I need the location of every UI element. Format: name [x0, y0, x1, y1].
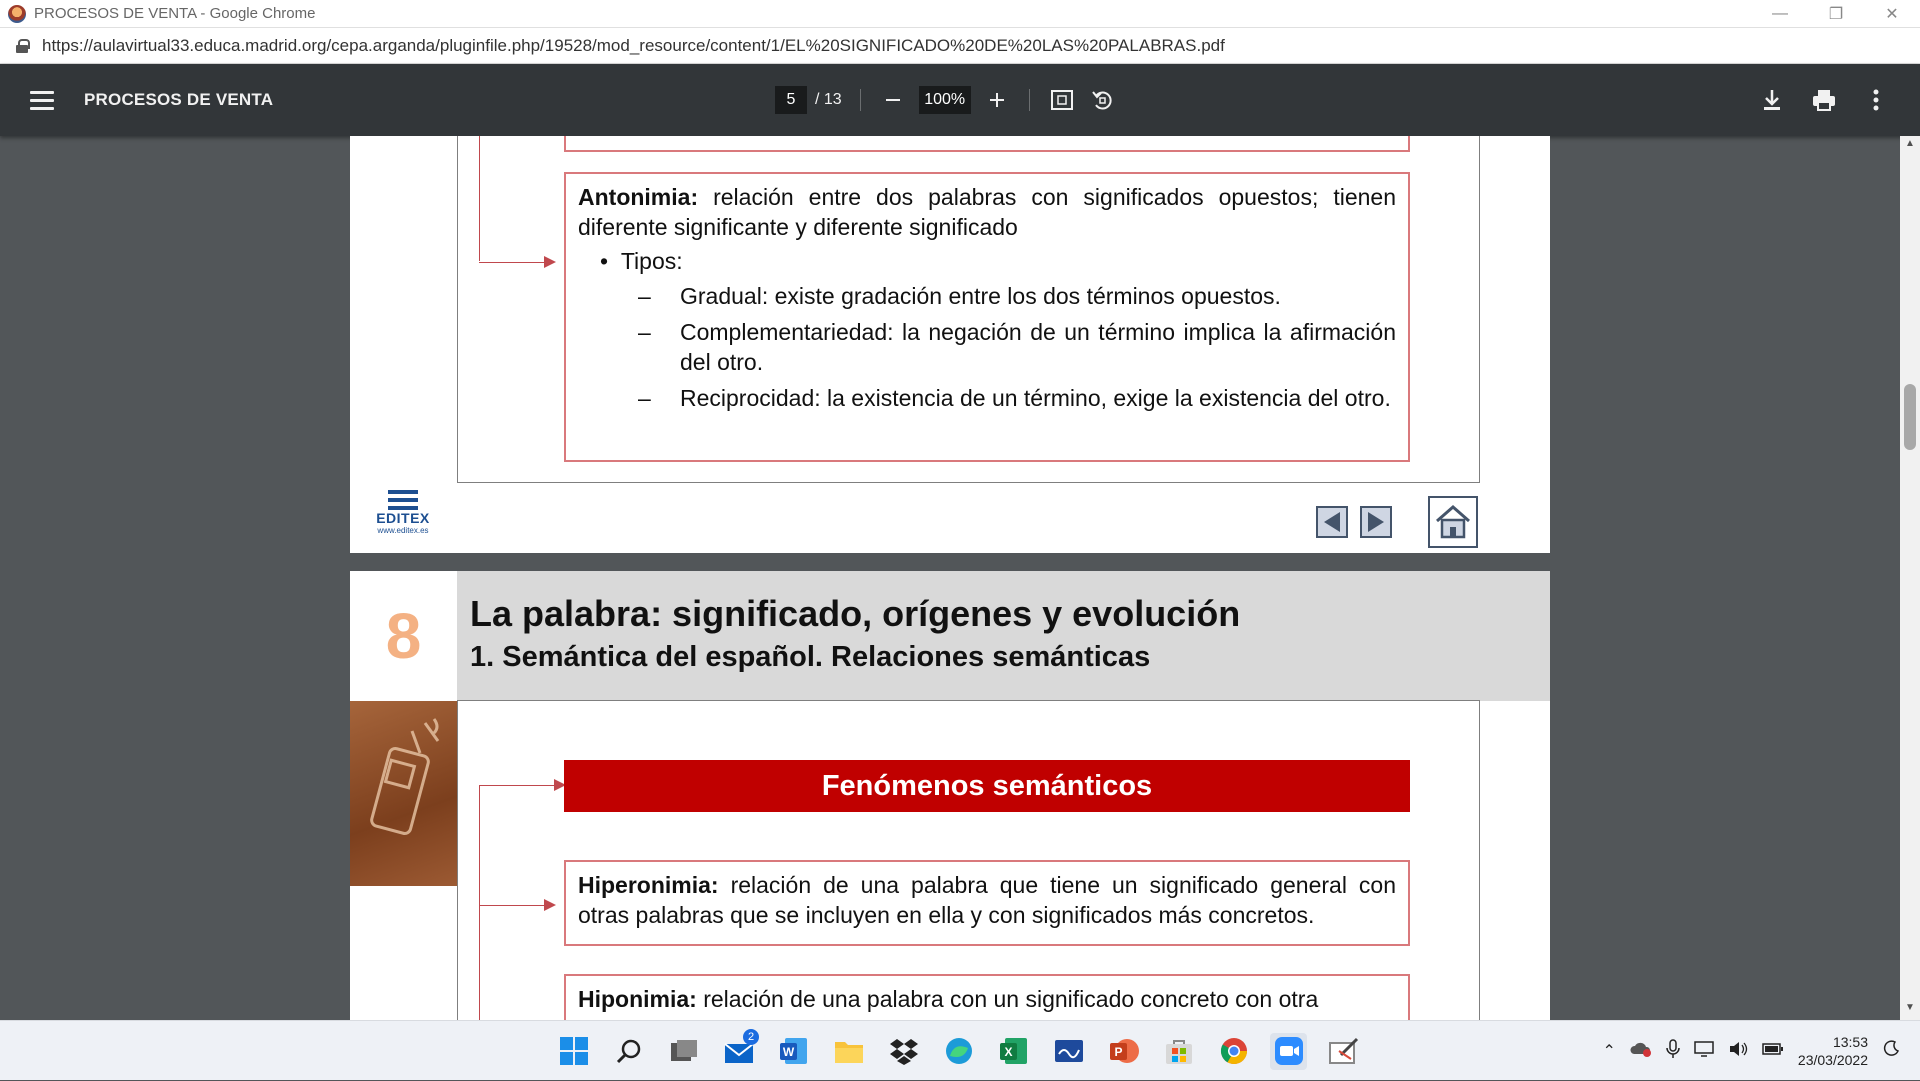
- page-number-input[interactable]: 5: [775, 86, 807, 114]
- antonimia-term: Antonimia:: [578, 184, 699, 210]
- tipos-label: Tipos:: [620, 248, 683, 274]
- page-zoom-controls: [775, 64, 1116, 136]
- onedrive-error-icon[interactable]: [1630, 1040, 1652, 1063]
- microphone-icon[interactable]: [1666, 1039, 1680, 1064]
- mail-badge: 2: [743, 1029, 759, 1045]
- vertical-scrollbar[interactable]: [1900, 136, 1920, 1020]
- previous-slide-button[interactable]: [1316, 506, 1348, 538]
- address-bar[interactable]: [0, 28, 1920, 64]
- dropbox-icon[interactable]: [885, 1033, 922, 1070]
- previous-box: [564, 136, 1410, 152]
- search-icon[interactable]: [610, 1033, 647, 1070]
- print-icon[interactable]: [1810, 86, 1838, 114]
- logo-site: www.editex.es: [377, 526, 429, 535]
- antonimia-box: [564, 172, 1410, 462]
- windows-start-icon[interactable]: [555, 1033, 592, 1070]
- pdf-page-6: [350, 571, 1550, 1020]
- zoom-in-icon[interactable]: [983, 86, 1011, 114]
- list-item: [638, 317, 1396, 377]
- url-text[interactable]: https://aulavirtual33.educa.madrid.org/cepa.arganda/pluginfile.php/19528/mod_resource/content/1/EL%20SIGNIFICADO%20DE%20LAS%20PALABRAS.pdf: [42, 35, 1225, 55]
- whiteboard-icon[interactable]: [1050, 1033, 1087, 1070]
- snipping-tool-icon[interactable]: [1325, 1033, 1362, 1070]
- home-icon: [1434, 503, 1472, 541]
- tipos-list: [578, 281, 1396, 413]
- clock-date: 23/03/2022: [1797, 1052, 1868, 1068]
- system-tray: [1603, 1021, 1900, 1081]
- network-icon[interactable]: [1694, 1040, 1714, 1063]
- toolbar-divider: [860, 89, 861, 111]
- connector-arrow: [479, 262, 554, 263]
- document-title: PROCESOS DE VENTA: [84, 90, 274, 109]
- window-controls: [1752, 0, 1920, 28]
- cave-painting-phone-image: [350, 701, 457, 886]
- chevron-up-icon[interactable]: ⌃: [1602, 1043, 1616, 1060]
- section-banner: Fenómenos semánticos: [564, 760, 1410, 812]
- zoom-out-icon[interactable]: [879, 86, 907, 114]
- edge-icon[interactable]: [940, 1033, 977, 1070]
- logo-name: EDITEX: [376, 510, 430, 526]
- list-dash: –: [638, 283, 651, 309]
- home-button[interactable]: [1428, 496, 1478, 548]
- hiperonimia-text: relación de una palabra que tiene un significado general con otras palabras que se incluyen en ella y con significados más concretos.: [578, 872, 1397, 928]
- list-item-text: Reciprocidad: la existencia de un término, exige la existencia del otro.: [680, 385, 1391, 411]
- close-button[interactable]: ✕: [1885, 6, 1899, 23]
- chapter-number: 8: [385, 600, 422, 672]
- file-explorer-icon[interactable]: [830, 1033, 867, 1070]
- editex-logo: [370, 490, 436, 540]
- rotate-icon[interactable]: [1088, 86, 1116, 114]
- word-icon[interactable]: [775, 1033, 812, 1070]
- pdf-actions: [1758, 64, 1890, 136]
- restore-button[interactable]: ❐: [1828, 6, 1844, 23]
- notifications-icon[interactable]: [1882, 1040, 1900, 1063]
- chrome-icon[interactable]: [1215, 1033, 1252, 1070]
- hiponimia-term: Hiponimia:: [578, 986, 697, 1012]
- menu-icon[interactable]: [30, 91, 54, 110]
- page-total: / 13: [815, 91, 842, 108]
- scroll-up-icon[interactable]: ▲: [1905, 138, 1915, 149]
- taskbar-apps: [555, 1021, 1362, 1081]
- svg-text:P: P: [1113, 1045, 1123, 1059]
- scrollbar-thumb[interactable]: [1904, 384, 1916, 450]
- editex-logo-mark-icon: [388, 490, 418, 510]
- hiperonimia-term: Hiperonimia:: [578, 872, 719, 898]
- slide-subheading: 1. Semántica del español. Relaciones semánticas: [470, 641, 1151, 673]
- hiperonimia-box: [564, 860, 1410, 946]
- list-item: [638, 281, 1396, 311]
- bullet: •: [600, 248, 621, 274]
- zoom-app-icon[interactable]: [1270, 1033, 1307, 1070]
- system-clock[interactable]: [1798, 1033, 1868, 1069]
- connector-line-top: [479, 785, 564, 786]
- list-item-text: Complementariedad: la negación de un término implica la afirmación del otro.: [680, 319, 1396, 375]
- pdf-page-5: [350, 136, 1550, 553]
- list-item-text: Gradual: existe gradación entre los dos términos opuestos.: [680, 283, 1281, 309]
- fit-to-page-icon[interactable]: [1048, 86, 1076, 114]
- toolbar-divider: [1029, 89, 1030, 111]
- list-item: [638, 383, 1396, 413]
- more-options-icon[interactable]: [1862, 86, 1890, 114]
- svg-text:W: W: [782, 1045, 794, 1059]
- scroll-down-icon[interactable]: ▼: [1905, 1002, 1915, 1013]
- hiponimia-box: [564, 974, 1410, 1020]
- antonimia-definition: [578, 182, 1396, 242]
- tipos-heading: [578, 246, 1396, 276]
- connector-line: [479, 785, 480, 1020]
- zoom-level-input[interactable]: 100%: [919, 86, 971, 114]
- slide-header: [457, 571, 1550, 701]
- slide-heading: La palabra: significado, orígenes y evolución: [470, 593, 1241, 634]
- window-title: PROCESOS DE VENTA - Google Chrome: [34, 5, 316, 22]
- download-icon[interactable]: [1758, 86, 1786, 114]
- minimize-button[interactable]: —: [1772, 5, 1788, 22]
- clock-time: 13:53: [1832, 1034, 1868, 1050]
- list-dash: –: [638, 385, 651, 411]
- svg-text:X: X: [1003, 1045, 1013, 1059]
- mail-icon[interactable]: [720, 1030, 757, 1070]
- connector-arrow: [479, 905, 554, 906]
- volume-icon[interactable]: [1728, 1040, 1748, 1063]
- window-title-bar: [0, 0, 1920, 28]
- windows-taskbar: [0, 1020, 1920, 1080]
- antonimia-text: relación entre dos palabras con significados opuestos; tienen diferente significante y diferente significado: [578, 184, 1396, 240]
- list-dash: –: [638, 319, 651, 345]
- battery-icon[interactable]: [1762, 1042, 1784, 1061]
- next-slide-button[interactable]: [1360, 506, 1392, 538]
- powerpoint-icon[interactable]: [1105, 1033, 1142, 1070]
- task-view-icon[interactable]: [665, 1033, 702, 1070]
- lock-icon[interactable]: [16, 39, 28, 53]
- excel-icon[interactable]: [995, 1033, 1032, 1070]
- store-icon[interactable]: [1160, 1033, 1197, 1070]
- pdf-toolbar: [0, 64, 1920, 136]
- site-favicon-icon: [8, 5, 26, 23]
- hiponimia-text: relación de una palabra con un significado concreto con otra: [703, 986, 1319, 1012]
- connector-line: [479, 136, 480, 261]
